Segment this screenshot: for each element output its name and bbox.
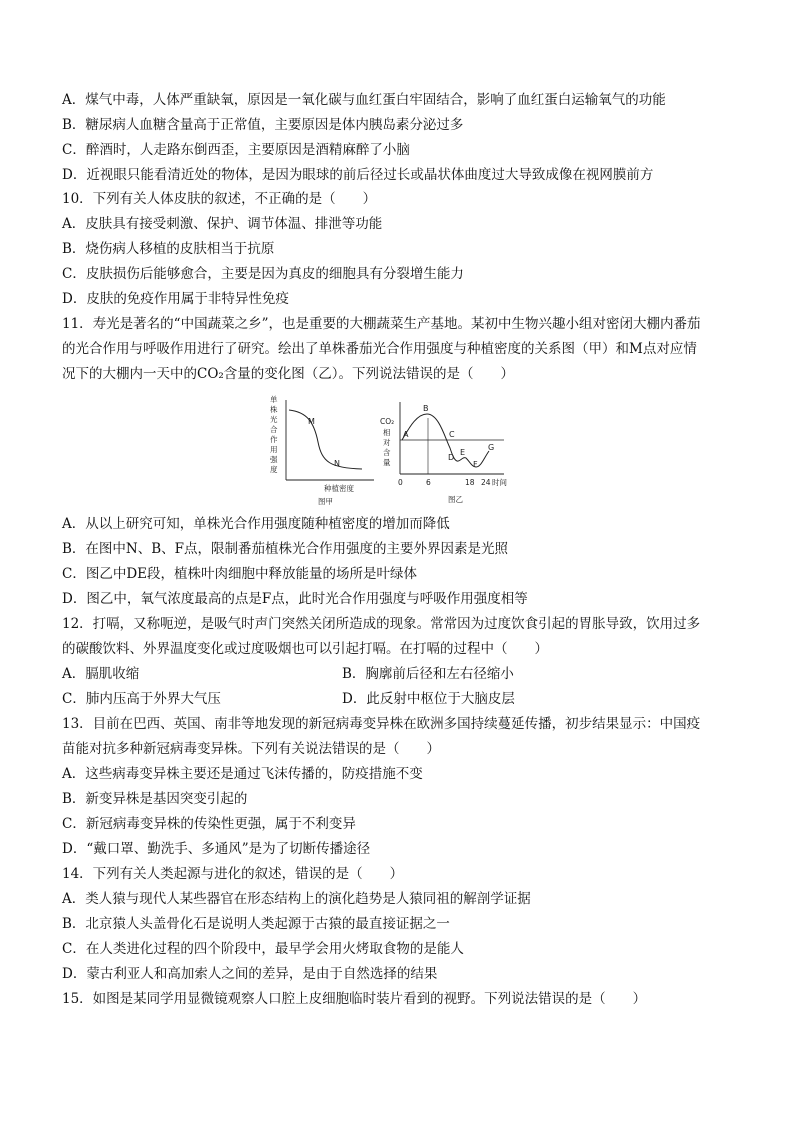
q11-option-b: B．在图中N、B、F点，限制番茄植株光合作用强度的主要外界因素是光照 bbox=[62, 541, 509, 557]
jia-ylabel-char: 强 bbox=[270, 455, 278, 464]
figure-jia bbox=[270, 394, 374, 506]
q13-option-d: D．“戴口罩、勤洗手、多通风”是为了切断传播途径 bbox=[62, 841, 371, 857]
jia-ylabel-char: 度 bbox=[270, 465, 278, 474]
jia-curve bbox=[289, 410, 362, 469]
jia-point-n: N bbox=[334, 459, 340, 468]
yi-tick: 24 bbox=[481, 478, 491, 487]
jia-ylabel-char: 株 bbox=[270, 405, 278, 414]
q12-stem-line2: 的碳酸饮料、外界温度变化或过度吸烟也可以引起打嗝。在打嗝的过程中（ ） bbox=[62, 641, 548, 657]
q13-option-c: C．新冠病毒变异株的传染性更强，属于不利变异 bbox=[62, 816, 356, 832]
yi-ylabel-char: 含 bbox=[383, 448, 391, 457]
q14-option-b: B．北京猿人头盖骨化石是说明人类起源于古猿的最直接证据之一 bbox=[62, 916, 450, 932]
jia-x-label: 种植密度 bbox=[324, 484, 354, 493]
q11-figures bbox=[262, 394, 522, 506]
q10-stem: 10．下列有关人体皮肤的叙述，不正确的是（ ） bbox=[62, 191, 377, 207]
q15-stem: 15．如图是某同学用显微镜观察人口腔上皮细胞临时装片看到的视野。下列说法错误的是（ ） bbox=[62, 991, 647, 1007]
q10-option-c: C．皮肤损伤后能够愈合，主要是因为真皮的细胞具有分裂增生能力 bbox=[62, 266, 464, 282]
yi-ylabel-char: 相 bbox=[383, 428, 391, 437]
yi-point-b: B bbox=[423, 404, 429, 413]
yi-point-g: G bbox=[488, 443, 495, 452]
yi-tick: 6 bbox=[426, 478, 431, 487]
yi-point-d: D bbox=[448, 453, 455, 462]
q11-option-a: A．从以上研究可知，单株光合作用强度随种植密度的增加而降低 bbox=[62, 516, 450, 532]
q14-stem: 14．下列有关人类起源与进化的叙述，错误的是（ ） bbox=[62, 866, 404, 882]
jia-ylabel-char: 作 bbox=[270, 435, 278, 444]
q13-option-b: B．新变异株是基因突变引起的 bbox=[62, 791, 248, 807]
q11-stem-line1: 11．寿光是著名的“中国蔬菜之乡”，也是重要的大棚蔬菜生产基地。某初中生物兴趣小组对密闭大棚内番茄 bbox=[62, 316, 701, 332]
q12-option-b: B．胸廓前后径和左右径缩小 bbox=[342, 666, 514, 682]
q9-option-d: D．近视眼只能看清近处的物体，是因为眼球的前后径过长或晶状体曲度过大导致成像在视网膜前方 bbox=[62, 167, 654, 183]
jia-caption: 图甲 bbox=[318, 497, 333, 506]
yi-tick: 0 bbox=[398, 478, 403, 487]
q12-option-d: D．此反射中枢位于大脑皮层 bbox=[342, 691, 515, 707]
jia-ylabel-char: 光 bbox=[270, 415, 278, 424]
q14-option-c: C．在人类进化过程的四个阶段中，最早学会用火烤取食物的是能人 bbox=[62, 941, 464, 957]
yi-ylabel-char: 量 bbox=[383, 458, 391, 467]
q11-option-d: D．图乙中，氧气浓度最高的点是F点，此时光合作用强度与呼吸作用强度相等 bbox=[62, 591, 528, 607]
yi-caption: 图乙 bbox=[448, 495, 463, 504]
q13-option-a: A．这些病毒变异株主要还是通过飞沫传播的，防疫措施不变 bbox=[62, 766, 423, 782]
q13-stem-line1: 13．目前在巴西、英国、南非等地发现的新冠病毒变异株在欧洲多国持续蔓延传播，初步结果显示：中国疫 bbox=[62, 716, 701, 732]
yi-tick: 18 bbox=[465, 478, 475, 487]
yi-point-a: A bbox=[403, 430, 409, 439]
yi-x-label: 时间 bbox=[492, 478, 507, 487]
q9-option-c: C．醉酒时，人走路东倒西歪，主要原因是酒精麻醉了小脑 bbox=[62, 142, 410, 158]
figure-yi bbox=[380, 402, 507, 504]
yi-ylabel-char: 对 bbox=[383, 438, 391, 447]
q11-figure-svg bbox=[262, 394, 522, 506]
q12-stem-line1: 12．打嗝，又称呃逆，是吸气时声门突然关闭所造成的现象。常常因为过度饮食引起的胃胀导致，饮用过多 bbox=[62, 616, 701, 632]
q12-option-c: C．肺内压高于外界大气压 bbox=[62, 691, 221, 707]
q11-option-c: C．图乙中DE段，植株叶肉细胞中释放能量的场所是叶绿体 bbox=[62, 566, 418, 582]
q9-option-b: B．糖尿病人血糖含量高于正常值，主要原因是体内胰岛素分泌过多 bbox=[62, 117, 464, 133]
q10-option-b: B．烧伤病人移植的皮肤相当于抗原 bbox=[62, 241, 275, 257]
jia-point-m: M bbox=[308, 417, 315, 426]
q14-option-a: A．类人猿与现代人某些器官在形态结构上的演化趋势是人猿同祖的解剖学证据 bbox=[62, 891, 531, 907]
yi-point-f: F bbox=[473, 460, 478, 469]
jia-ylabel-char: 单 bbox=[270, 395, 278, 404]
yi-point-e: E bbox=[460, 448, 466, 457]
q11-stem-line2: 的光合作用与呼吸作用进行了研究。绘出了单株番茄光合作用强度与种植密度的关系图（甲）和M点对应情 bbox=[62, 341, 697, 357]
yi-point-c: C bbox=[449, 430, 455, 439]
yi-ylabel-char: CO₂ bbox=[380, 417, 395, 426]
q9-option-a: A．煤气中毒，人体严重缺氧，原因是一氧化碳与血红蛋白牢固结合，影响了血红蛋白运输氧气的功能 bbox=[62, 92, 666, 108]
q13-stem-line2: 苗能对抗多种新冠病毒变异株。下列有关说法错误的是（ ） bbox=[62, 741, 440, 757]
q10-option-d: D．皮肤的免疫作用属于非特异性免疫 bbox=[62, 291, 289, 307]
q14-option-d: D．蒙古利亚人和高加索人之间的差异，是由于自然选择的结果 bbox=[62, 966, 438, 982]
q11-stem-line3: 况下的大棚内一天中的CO₂含量的变化图（乙）。下列说法错误的是（ ） bbox=[62, 366, 515, 382]
q10-option-a: A．皮肤具有接受刺激、保护、调节体温、排泄等功能 bbox=[62, 216, 383, 232]
q12-option-a: A．膈肌收缩 bbox=[62, 666, 140, 682]
jia-ylabel-char: 用 bbox=[270, 445, 278, 454]
jia-ylabel-char: 合 bbox=[270, 425, 278, 434]
